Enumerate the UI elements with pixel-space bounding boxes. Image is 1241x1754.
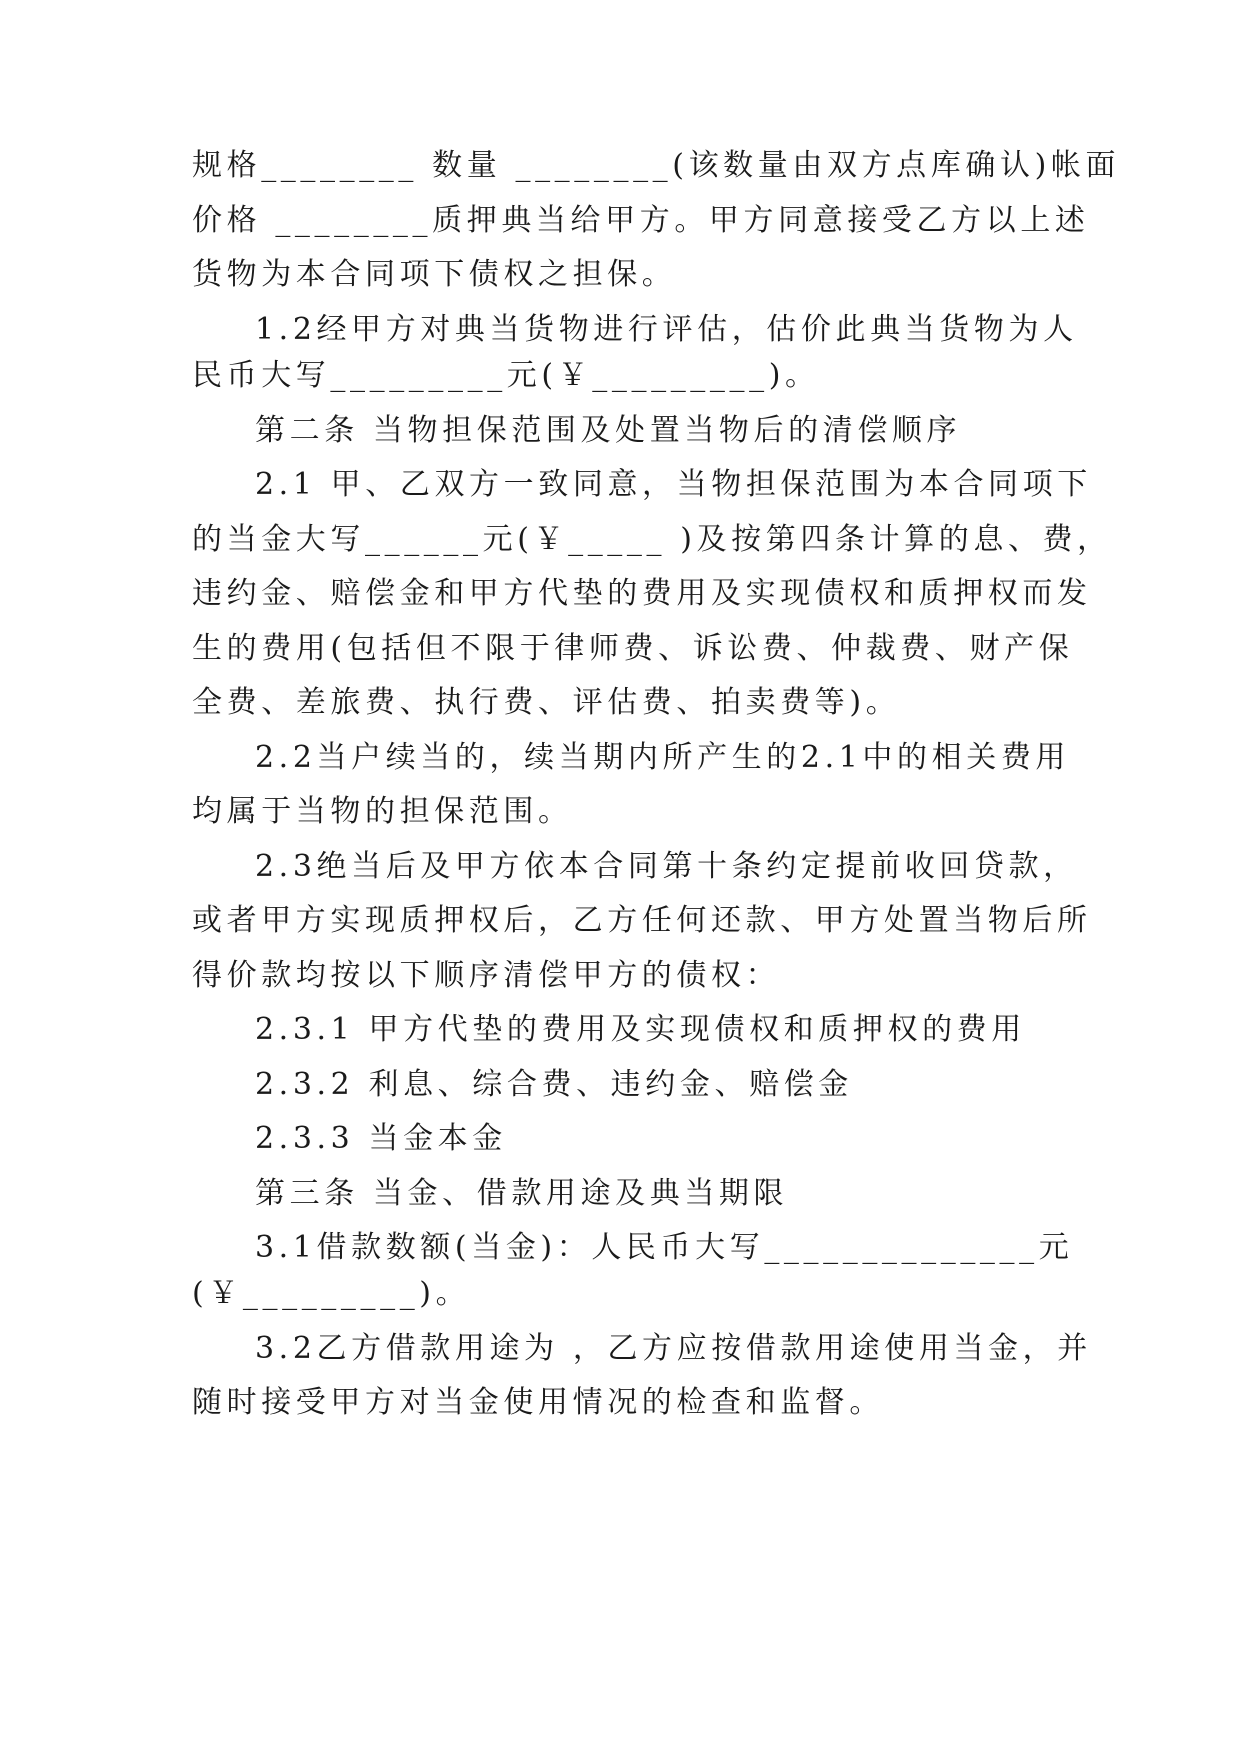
text-line: 规格________ 数量 ________(该数量由双方点库确认)帐面: [192, 148, 1121, 183]
text-line: 货物为本合同项下债权之担保。: [192, 257, 677, 292]
text-line: 的当金大写______元(￥_____ )及按第四条计算的息、费，: [192, 522, 1112, 557]
text-line: 2.3绝当后及甲方依本合同第十条约定提前收回贷款，: [255, 849, 1078, 884]
text-line: 2.1 甲、乙双方一致同意，当物担保范围为本合同项下: [255, 467, 1092, 502]
text-line: 2.2当户续当的，续当期内所产生的2.1中的相关费用: [255, 740, 1071, 775]
text-line: (￥_________)。: [192, 1276, 471, 1311]
text-line: 3.1借款数额(当金)：人民币大写______________元: [255, 1230, 1074, 1265]
text-line: 或者甲方实现质押权后，乙方任何还款、甲方处置当物后所: [192, 903, 1092, 938]
section-heading: 第三条 当金、借款用途及典当期限: [255, 1176, 789, 1211]
text-line: 2.3.2 利息、综合费、违约金、赔偿金: [255, 1067, 853, 1102]
text-line: 生的费用(包括但不限于律师费、诉讼费、仲裁费、财产保: [192, 631, 1074, 666]
text-line: 价格 ________质押典当给甲方。甲方同意接受乙方以上述: [192, 203, 1090, 238]
text-line: 违约金、赔偿金和甲方代垫的费用及实现债权和质押权而发: [192, 576, 1092, 611]
text-line: 1.2经甲方对典当货物进行评估，估价此典当货物为人: [255, 312, 1078, 347]
text-line: 2.3.3 当金本金: [255, 1121, 507, 1156]
text-line: 2.3.1 甲方代垫的费用及实现债权和质押权的费用: [255, 1012, 1026, 1047]
section-heading: 第二条 当物担保范围及处置当物后的清偿顺序: [255, 413, 962, 448]
text-line: 3.2乙方借款用途为 ，乙方应按借款用途使用当金，并: [255, 1331, 1092, 1366]
text-line: 民币大写_________元(￥_________)。: [192, 358, 820, 393]
text-line: 全费、差旅费、执行费、评估费、拍卖费等)。: [192, 685, 901, 720]
text-line: 随时接受甲方对当金使用情况的检查和监督。: [192, 1385, 884, 1420]
text-line: 得价款均按以下顺序清偿甲方的债权：: [192, 958, 781, 993]
text-line: 均属于当物的担保范围。: [192, 794, 573, 829]
